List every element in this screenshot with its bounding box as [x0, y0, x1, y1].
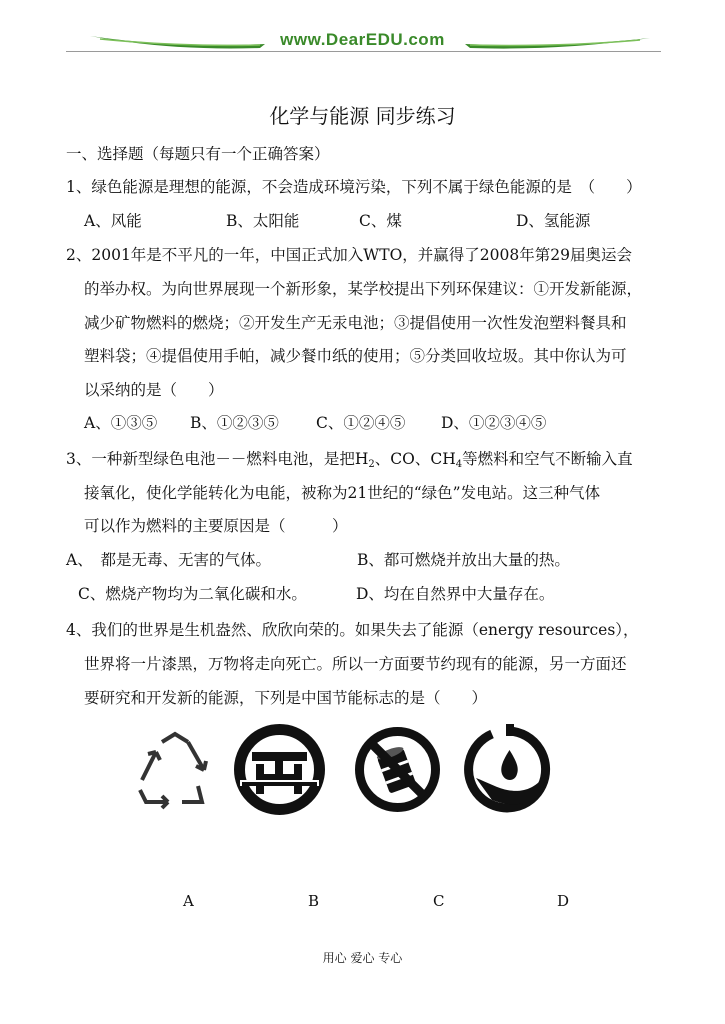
- q2-line-4: 塑料袋；④提倡使用手帕，减少餐巾纸的使用；⑤分类回收垃圾。其中你认为可: [84, 347, 627, 365]
- q3-line-2: 接氧化，使化学能转化为电能，被称为21世纪的“绿色”发电站。这三种气体: [84, 484, 601, 502]
- energy-saving-icon: [232, 722, 327, 817]
- q3-subscript-4: 4: [455, 459, 463, 470]
- q1-option-b: B、太阳能: [226, 212, 300, 230]
- q1-stem: 1、绿色能源是理想的能源，不会造成环境污染，下列不属于绿色能源的是 （ ）: [66, 178, 642, 196]
- q2-line-3: 减少矿物燃料的燃烧；②开发生产无汞电池；③提倡使用一次性发泡塑料餐具和: [84, 314, 627, 332]
- q2-option-b: B、①②③⑤: [190, 414, 279, 432]
- q3-subscript-2: 2: [368, 459, 375, 470]
- q4-figure: [0, 722, 725, 832]
- q1-option-c: C、煤: [359, 212, 402, 230]
- q3-option-c: C、燃烧产物均为二氧化碳和水。: [78, 585, 307, 603]
- figure-label-a: A: [183, 892, 194, 910]
- q3-line-1-text-b: 、CO、CH: [374, 450, 456, 468]
- q2-option-a: A、①③⑤: [84, 414, 158, 432]
- recycle-icon: [132, 730, 218, 810]
- q2-line-2: 的举办权。为向世界展现一个新形象，某学校提出下列环保建议：①开发新能源，: [84, 280, 643, 298]
- figure-label-b: B: [308, 892, 320, 910]
- q2-line-1: 2、2001年是不平凡的一年，中国正式加入WTO，并赢得了2008年第29届奥运会: [66, 246, 632, 264]
- q3-line-3: 可以作为燃料的主要原因是（ ）: [84, 517, 348, 535]
- page-title: 化学与能源 同步练习: [269, 104, 456, 128]
- q3-line-1: [66, 449, 633, 475]
- figure-label-c: C: [433, 892, 445, 910]
- q3-line-1-text-c: 等燃料和空气不断输入直: [462, 450, 633, 468]
- q3-line-1-text-a: 3、一种新型绿色电池－－燃料电池，是把H: [66, 450, 369, 468]
- q1-option-d: D、氢能源: [516, 212, 591, 230]
- q2-option-c: C、①②④⑤: [316, 414, 406, 432]
- q3-option-b: B、都可燃烧并放出大量的热。: [357, 551, 570, 569]
- q3-option-d: D、均在自然界中大量存在。: [356, 585, 555, 603]
- q4-line-1: 4、我们的世界是生机盎然、欣欣向荣的。如果失去了能源（energy resources），: [66, 621, 639, 639]
- q2-option-d: D、①②③④⑤: [441, 414, 547, 432]
- page-footer: 用心 爱心 专心: [322, 951, 403, 965]
- header-divider: [66, 51, 661, 52]
- q1-option-a: A、风能: [84, 212, 142, 230]
- q4-line-2: 世界将一片漆黑，万物将走向死亡。所以一方面要节约现有的能源，另一方面还: [84, 655, 627, 673]
- site-name[interactable]: www.DearEDU.com: [280, 30, 445, 49]
- q2-line-5: 以采纳的是（ ）: [84, 381, 224, 399]
- q4-line-3: 要研究和开发新的能源，下列是中国节能标志的是（ ）: [84, 689, 488, 707]
- q3-option-a: A、 都是无毒、无害的气体。: [66, 551, 271, 569]
- no-oil-barrel-icon: [350, 722, 445, 817]
- figure-label-d: D: [557, 892, 570, 910]
- water-drop-hand-icon: [462, 722, 557, 817]
- section-heading: 一、选择题（每题只有一个正确答案）: [66, 145, 330, 163]
